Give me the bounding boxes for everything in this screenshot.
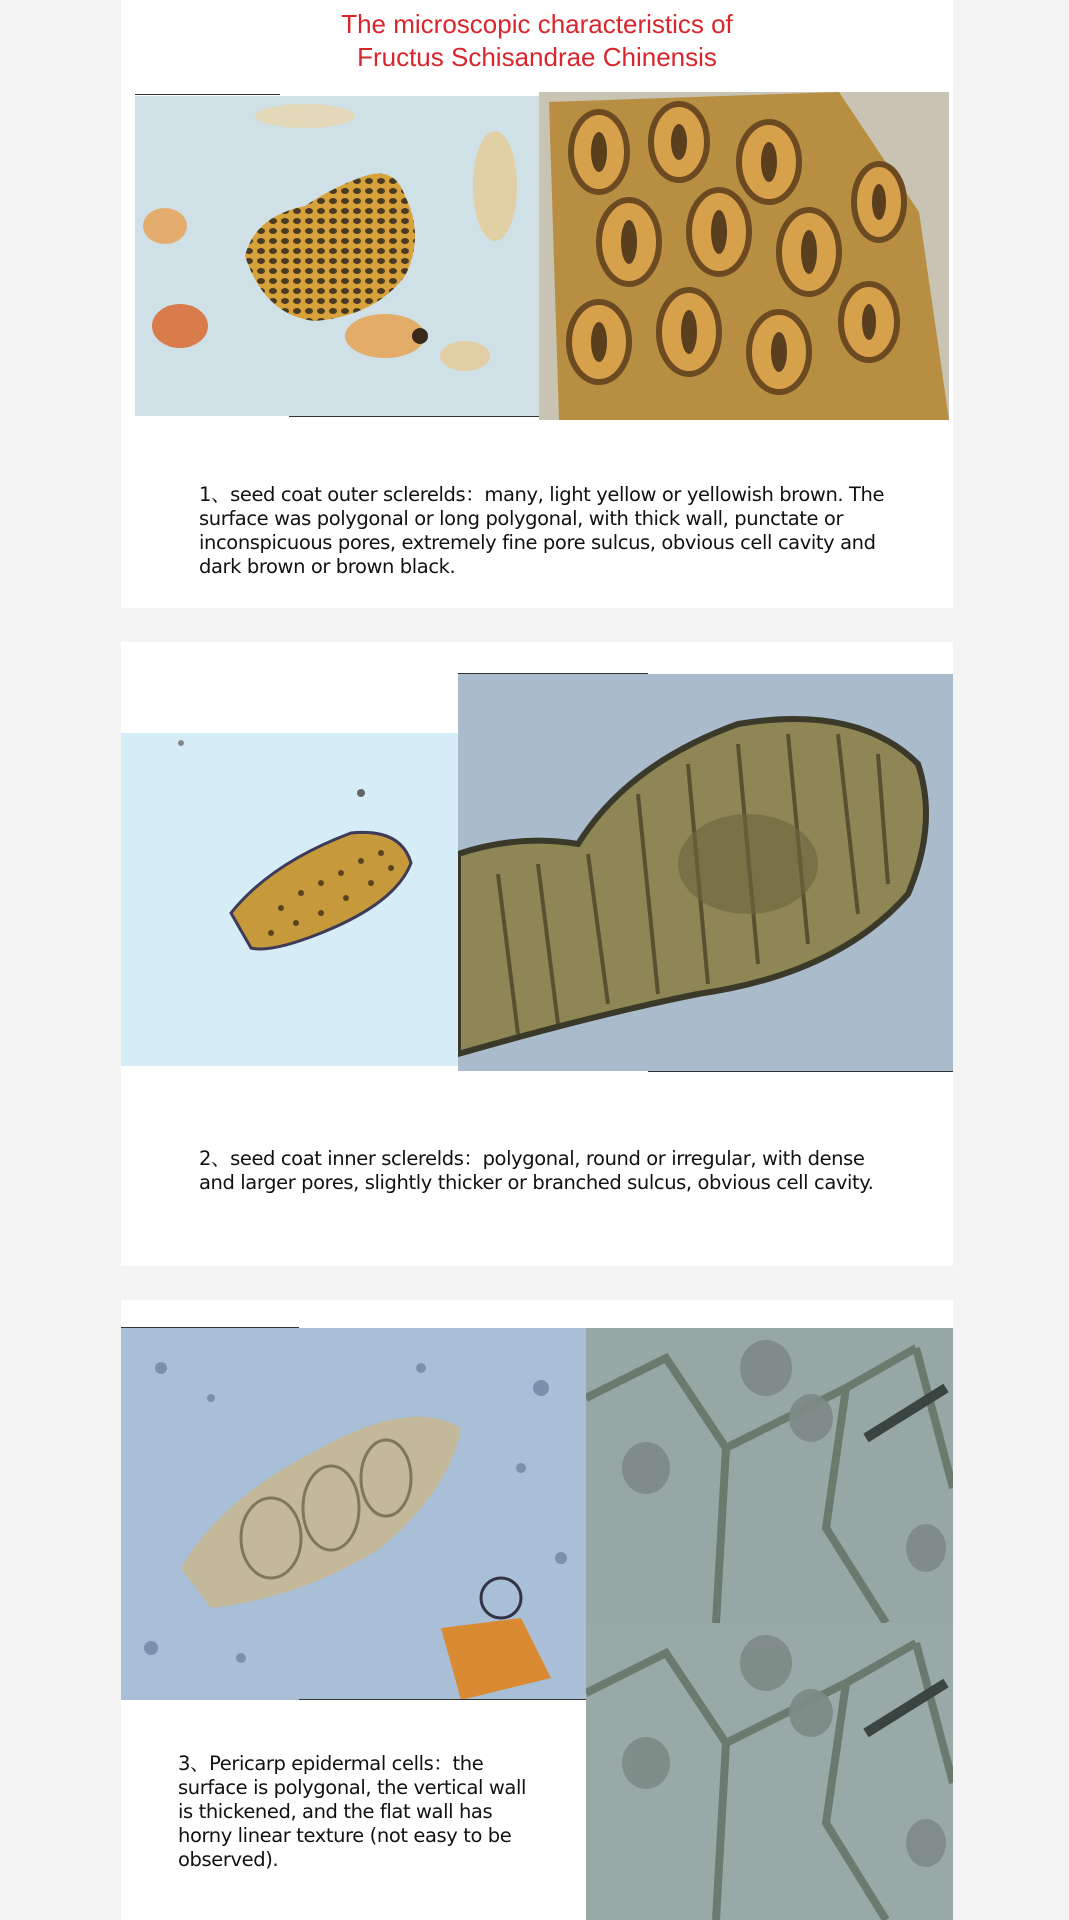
page-title — [121, 8, 953, 74]
image-border-line — [289, 416, 539, 417]
image-border-line — [648, 1071, 953, 1072]
section-1-caption: 1、seed coat outer sclerelds：many, light yellow or yellowish brown. The surface was polygonal or long polygonal, with thick wall, punctate or inconspicuous pores, extremely fine pore sulcus, obvious cell cavity and dark brown or brown black. — [199, 483, 885, 578]
title-line-1: The microscopic characteristics of — [341, 9, 733, 39]
micrograph-inner-sclereid-low-mag — [121, 733, 459, 1066]
micrograph-pericarp-low-mag — [121, 1328, 586, 1700]
section-3-caption: 3、Pericarp epidermal cells：the surface is polygonal, the vertical wall is thickened, and the flat wall has horny linear texture (not easy to be observed). — [178, 1752, 526, 1871]
micrograph-inner-sclereid-high-mag — [458, 674, 953, 1071]
micrograph-outer-sclereids-high-mag — [539, 92, 949, 420]
micrograph-pericarp-high-mag-top — [586, 1328, 953, 1623]
section-2-caption: 2、seed coat inner sclerelds：polygonal, round or irregular, with dense and larger pores, slightly thicker or branched sulcus, obvious cell cavity. — [199, 1147, 874, 1194]
section-2-card — [121, 642, 953, 1266]
image-border-line — [299, 1699, 586, 1700]
micrograph-pericarp-high-mag-bottom — [586, 1623, 953, 1920]
micrograph-outer-sclereids-low-mag — [135, 96, 539, 416]
image-border-line — [121, 1327, 299, 1328]
image-border-line — [135, 94, 280, 95]
section-1-card — [121, 0, 953, 608]
image-border-line — [458, 673, 648, 674]
section-3-card — [121, 1300, 953, 1920]
title-line-2: Fructus Schisandrae Chinensis — [357, 42, 717, 72]
